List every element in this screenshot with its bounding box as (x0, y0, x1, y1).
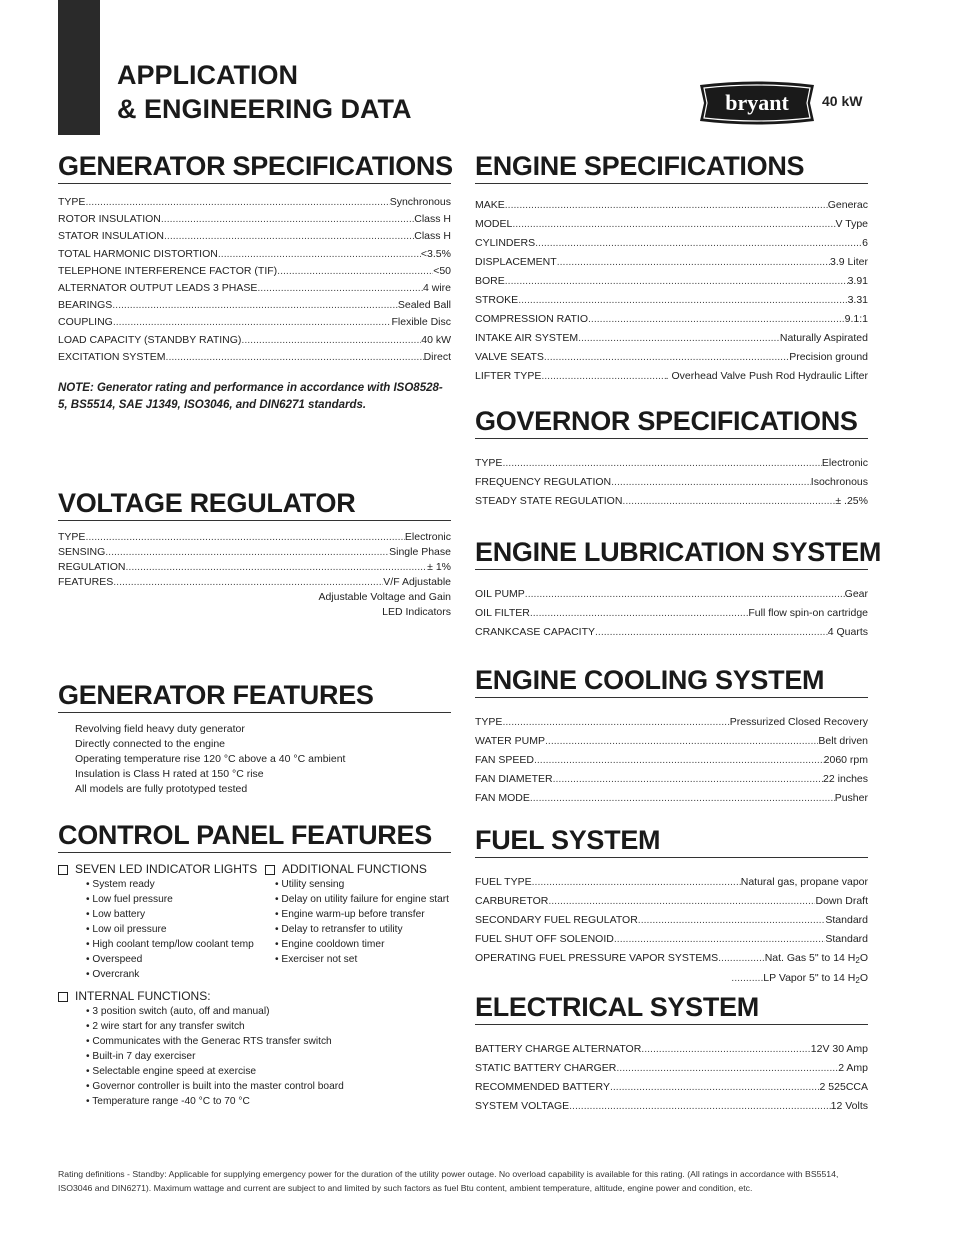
heading-text: INTERNAL FUNCTIONS: (75, 989, 211, 1003)
row-value: ± 1% (427, 561, 451, 573)
row-label: FUEL TYPE (475, 876, 532, 888)
spec-row (475, 367, 868, 386)
row-value: Precision ground (789, 351, 868, 363)
row-label: TELEPHONE INTERFERENCE FACTOR (TIF) (58, 264, 278, 277)
row-label: MODEL (475, 218, 513, 230)
row-value: Generac (827, 199, 868, 211)
leader-dots (505, 196, 828, 215)
spec-row (58, 332, 451, 349)
leader-dots (113, 575, 383, 590)
list-item: • Utility sensing (247, 877, 449, 892)
row-label: CRANKCASE CAPACITY (475, 626, 595, 638)
section-title: FUEL SYSTEM (475, 825, 868, 858)
list-item: • Low battery (58, 907, 265, 922)
row-label: ALTERNATOR OUTPUT LEADS 3 PHASE (58, 282, 258, 295)
spec-row (475, 291, 868, 310)
row-value: 40 kW (421, 333, 451, 346)
row-label: FAN DIAMETER (475, 773, 553, 785)
heading-text: SEVEN LED INDICATOR LIGHTS (75, 862, 258, 876)
spec-row (475, 310, 868, 329)
row-value: 12 Volts (830, 1100, 868, 1112)
generator-features-section (58, 680, 451, 797)
engine-lubrication-section (475, 537, 882, 642)
list-item: Directly connected to the engine (75, 738, 226, 750)
row-value: 4 wire (422, 282, 451, 295)
spec-row (58, 297, 451, 314)
unit-suffix: O (859, 952, 868, 964)
internal-list (58, 1004, 451, 1109)
leader-dots (85, 194, 389, 211)
section-title: ENGINE COOLING SYSTEM (475, 665, 868, 698)
row-value: Class H (414, 213, 451, 226)
subscript: 2 (855, 956, 860, 965)
row-value: V Type (835, 218, 868, 230)
list-item: • High coolant temp/low coolant temp (58, 937, 265, 952)
leader-dots (535, 234, 862, 253)
row-label: LOAD CAPACITY (STANDBY RATING) (58, 333, 242, 346)
row-value: 3.91 (847, 275, 868, 287)
leader-dots (616, 1059, 838, 1078)
leader-dots (218, 246, 421, 263)
spec-row (475, 1059, 868, 1078)
list-item: • Overcrank (58, 967, 265, 982)
row-label: FEATURES (58, 576, 114, 588)
lp-pressure-row (475, 970, 868, 989)
fuel-system-section (475, 825, 868, 989)
row-label: EXCITATION SYSTEM (58, 350, 166, 363)
leader-dots (512, 215, 835, 234)
leader-dots (641, 1040, 810, 1059)
nat-gas-pressure: Nat. Gas 5" to 14 H (764, 952, 856, 964)
spec-row (58, 280, 451, 297)
section-title: ENGINE SPECIFICATIONS (475, 151, 868, 184)
leader-dots (113, 314, 392, 331)
spec-list (58, 530, 451, 590)
spec-row (475, 253, 868, 272)
feature-extra: Adjustable Voltage and Gain (318, 591, 451, 603)
row-value: Electronic (821, 457, 868, 469)
leader-dots (611, 473, 811, 492)
heading-text: ADDITIONAL FUNCTIONS (282, 862, 427, 876)
row-label: TOTAL HARMONIC DISTORTION (58, 247, 218, 260)
row-label: STEADY STATE REGULATION (475, 495, 623, 507)
spec-row (475, 454, 868, 473)
spec-row (475, 789, 868, 808)
spec-row (58, 211, 451, 228)
row-value: 3.9 Liter (830, 256, 868, 268)
leader-dots (610, 1078, 820, 1097)
row-label: WATER PUMP (475, 735, 545, 747)
row-value (765, 949, 868, 970)
spec-row (475, 348, 868, 367)
row-value: Gear (844, 588, 868, 600)
spec-row (58, 545, 451, 560)
spec-list (475, 713, 868, 808)
row-label: SYSTEM VOLTAGE (475, 1100, 570, 1112)
list-item: • 3 position switch (auto, off and manual) (58, 1004, 451, 1019)
spec-row (475, 732, 868, 751)
unit-suffix: O (859, 972, 868, 984)
leader-dots (622, 492, 835, 511)
row-value: Pressurized Closed Recovery (729, 716, 868, 728)
row-value: Natural gas, propane vapor (740, 876, 868, 888)
spec-row (475, 1097, 868, 1116)
row-value: Isochronous (810, 476, 868, 488)
list-item: • Communicates with the Generac RTS transfer switch (58, 1034, 451, 1049)
row-label: SECONDARY FUEL REGULATOR (475, 914, 638, 926)
leader-dots (548, 892, 815, 911)
leader-dots (277, 263, 433, 280)
row-label: TYPE (58, 196, 86, 208)
bryant-logo (698, 80, 816, 126)
row-value: 22 inches (823, 773, 868, 785)
list-item: • 2 wire start for any transfer switch (58, 1019, 451, 1034)
list-item: • System ready (58, 877, 265, 892)
leader-dots (505, 272, 848, 291)
spec-row (475, 892, 868, 911)
fuel-pressure-row (475, 949, 868, 970)
leader-dots (557, 253, 830, 272)
row-label: FUEL SHUT OFF SOLENOID (475, 933, 614, 945)
spec-list (475, 196, 868, 386)
row-label: STATOR INSULATION (58, 230, 164, 243)
spec-list (475, 454, 868, 511)
leader-dots (588, 310, 845, 329)
row-label: CYLINDERS (475, 237, 536, 249)
section-title: ELECTRICAL SYSTEM (475, 992, 868, 1025)
row-value: 3.31 (847, 294, 868, 306)
section-title: GENERATOR SPECIFICATIONS (58, 151, 451, 184)
rating-definitions-footer: Rating definitions - Standby: Applicable for supplying emergency power for the duration of the utility power outage. No overload capability is available for this rating. (All ratings in accordance with BS5514, ISO3046 and DIN6271). Maximum wattage and current are subject to and limited by such factors as fuel Btu content, ambient temperature, altitude, engine power and condition, etc. (58, 1169, 839, 1193)
leader-dots (105, 545, 389, 560)
list-item: All models are fully prototyped tested (75, 783, 248, 795)
leader-dots (530, 604, 749, 623)
subscript: 2 (855, 976, 860, 985)
logo-text: bryant (725, 90, 789, 115)
row-label: BORE (475, 275, 505, 287)
list-item: • Low oil pressure (58, 922, 265, 937)
spec-row (58, 246, 451, 263)
row-value: 2 525CCA (819, 1081, 868, 1093)
leader-dots (534, 751, 824, 770)
spec-row (475, 713, 868, 732)
leader-dots (525, 585, 845, 604)
row-value: Flexible Disc (391, 316, 451, 329)
spec-row (58, 194, 451, 211)
spec-list (475, 873, 868, 949)
feature-extra: LED Indicators (382, 606, 451, 618)
engine-specifications-section (475, 151, 868, 386)
list-item: • Overspeed (58, 952, 265, 967)
row-label: OIL PUMP (475, 588, 525, 600)
row-value: Single Phase (389, 546, 451, 558)
row-value: Direct (423, 350, 451, 363)
row-value: Sealed Ball (397, 299, 451, 312)
leader-dots (541, 367, 665, 386)
row-value: 9.1:1 (844, 313, 868, 325)
section-title: VOLTAGE REGULATOR (58, 488, 451, 521)
row-label: TYPE (475, 457, 503, 469)
row-value: Synchronous (389, 196, 451, 208)
spec-row (475, 196, 868, 215)
engine-cooling-section (475, 665, 868, 808)
leader-dots (502, 713, 729, 732)
row-value (763, 970, 868, 989)
spec-row (475, 329, 868, 348)
spec-row (58, 263, 451, 280)
row-label: OIL FILTER (475, 607, 530, 619)
row-value: Electronic (404, 531, 451, 543)
leader-dots (257, 280, 423, 297)
model-label: 40 kW (822, 93, 863, 109)
electrical-system-section (475, 992, 868, 1116)
row-value: Belt driven (818, 735, 868, 747)
list-item: • Delay on utility failure for engine start (247, 892, 449, 907)
spec-row (475, 473, 868, 492)
row-label: REGULATION (58, 561, 126, 573)
list-item: • Built-in 7 day exerciser (58, 1049, 451, 1064)
spec-row (475, 1040, 868, 1059)
spec-row (475, 585, 868, 604)
spec-row (475, 930, 868, 949)
section-title: ENGINE LUBRICATION SYSTEM (475, 537, 868, 570)
voltage-regulator-section (58, 488, 451, 620)
leader-dots (85, 530, 404, 545)
list-item: • Low fuel pressure (58, 892, 265, 907)
spec-row (475, 604, 868, 623)
leader-dots (241, 332, 421, 349)
row-value: Standard (825, 933, 868, 945)
row-label: TYPE (58, 531, 86, 543)
spec-row (475, 770, 868, 789)
list-item: • Selectable engine speed at exercise (58, 1064, 451, 1079)
row-label: BATTERY CHARGE ALTERNATOR (475, 1043, 642, 1055)
leader-dots (614, 930, 826, 949)
section-title: CONTROL PANEL FEATURES (58, 820, 451, 853)
list-item: • Delay to retransfer to utility (247, 922, 449, 937)
spec-row (475, 751, 868, 770)
row-label: VALVE SEATS (475, 351, 544, 363)
internal-functions-heading (58, 989, 451, 1004)
row-label: FAN SPEED (475, 754, 534, 766)
spec-row (58, 314, 451, 331)
row-value: 2 Amp (838, 1062, 868, 1074)
generator-specifications-section (58, 151, 451, 414)
row-label: COMPRESSION RATIO (475, 313, 588, 325)
row-value: Class H (414, 230, 451, 243)
row-label: LIFTER TYPE (475, 370, 542, 382)
spec-list (58, 194, 451, 366)
leader-dots (553, 770, 823, 789)
spec-list (475, 1040, 868, 1116)
section-title: GOVERNOR SPECIFICATIONS (475, 406, 868, 439)
spec-row (475, 215, 868, 234)
title-line-1: APPLICATION (117, 60, 298, 90)
leader-dots (502, 454, 821, 473)
row-value: Pusher (834, 792, 868, 804)
row-label: STROKE (475, 294, 519, 306)
feature-list (58, 722, 451, 797)
row-value: Standard (825, 914, 868, 926)
row-label: TYPE (475, 716, 503, 728)
header-side-bar (58, 0, 100, 135)
row-label: FREQUENCY REGULATION (475, 476, 612, 488)
list-item: • Engine warm-up before transfer (247, 907, 449, 922)
list-item: • Temperature range -40 °C to 70 °C (58, 1094, 451, 1109)
leader-dots (545, 732, 818, 751)
row-label: DISPLACEMENT (475, 256, 557, 268)
lp-vapor-pressure: LP Vapor 5" to 14 H (763, 972, 856, 984)
spec-row (58, 228, 451, 245)
spec-row (58, 560, 451, 575)
list-item: Revolving field heavy duty generator (75, 723, 245, 735)
additional-list (247, 877, 449, 967)
row-value: Full flow spin-on cartridge (748, 607, 868, 619)
row-value: <3.5% (420, 247, 451, 260)
row-value: Down Draft (815, 895, 868, 907)
led-list (58, 877, 265, 982)
leader-dots (125, 560, 427, 575)
row-label: STATIC BATTERY CHARGER (475, 1062, 617, 1074)
list-item: • Engine cooldown timer (247, 937, 449, 952)
leader-dots (595, 623, 828, 642)
row-label: RECOMMENDED BATTERY (475, 1081, 610, 1093)
checkbox-icon (58, 865, 68, 875)
checkbox-icon (265, 865, 275, 875)
leader-dots (544, 348, 789, 367)
spec-row (475, 234, 868, 253)
spec-row (475, 492, 868, 511)
row-label: CARBURETOR (475, 895, 549, 907)
row-label: OPERATING FUEL PRESSURE VAPOR SYSTEMS (475, 952, 719, 964)
spec-list (475, 585, 868, 642)
row-value: 4 Quarts (827, 626, 868, 638)
leader-dots (532, 873, 741, 892)
leader-dots (112, 297, 398, 314)
row-label: FAN MODE (475, 792, 530, 804)
title-line-2: & ENGINEERING DATA (117, 94, 412, 124)
list-item: Insulation is Class H rated at 150 °C rise (75, 768, 264, 780)
row-label: ROTOR INSULATION (58, 213, 161, 226)
leader-dots (161, 211, 414, 228)
row-value: Naturally Aspirated (779, 332, 868, 344)
list-item: Operating temperature rise 120 °C above a 40 °C ambient (75, 753, 346, 765)
spec-row (475, 623, 868, 642)
leader-dots (164, 228, 414, 245)
additional-functions-heading (265, 862, 449, 877)
governor-specifications-section (475, 406, 868, 511)
spec-row (475, 911, 868, 930)
row-label: BEARINGS (58, 299, 113, 312)
spec-row (58, 575, 451, 590)
row-value: . Overhead Valve Push Rod Hydraulic Lifter (665, 370, 868, 382)
row-label: INTAKE AIR SYSTEM (475, 332, 579, 344)
spec-row (58, 349, 451, 366)
checkbox-icon (58, 992, 68, 1002)
row-label: MAKE (475, 199, 505, 211)
control-panel-section (58, 820, 451, 1109)
row-value: 12V 30 Amp (810, 1043, 868, 1055)
list-item: • Exerciser not set (247, 952, 449, 967)
row-value: V/F Adjustable (383, 576, 451, 588)
document-title (117, 58, 412, 126)
leader-dots (530, 789, 835, 808)
spec-row (475, 873, 868, 892)
leader-dots (569, 1097, 830, 1116)
spec-row (58, 530, 451, 545)
spec-row (475, 1078, 868, 1097)
row-value: <50 (433, 264, 451, 277)
row-label: SENSING (58, 546, 106, 558)
standards-note: NOTE: Generator rating and performance in accordance with ISO8528-5, BS5514, SAE J1349, ISO3046, and DIN6271 standards. (58, 382, 443, 412)
spec-row (475, 272, 868, 291)
leader-dots (518, 291, 847, 310)
led-indicators-heading (58, 862, 265, 877)
list-item: • Governor controller is built into the master control board (58, 1079, 451, 1094)
row-value: ± .25% (835, 495, 868, 507)
leader-dots (166, 349, 424, 366)
row-label: COUPLING (58, 316, 113, 329)
row-value: 2060 rpm (823, 754, 868, 766)
leader-dots (578, 329, 780, 348)
section-title: GENERATOR FEATURES (58, 680, 451, 713)
leader-dots (638, 911, 826, 930)
row-value: 6 (862, 237, 868, 249)
